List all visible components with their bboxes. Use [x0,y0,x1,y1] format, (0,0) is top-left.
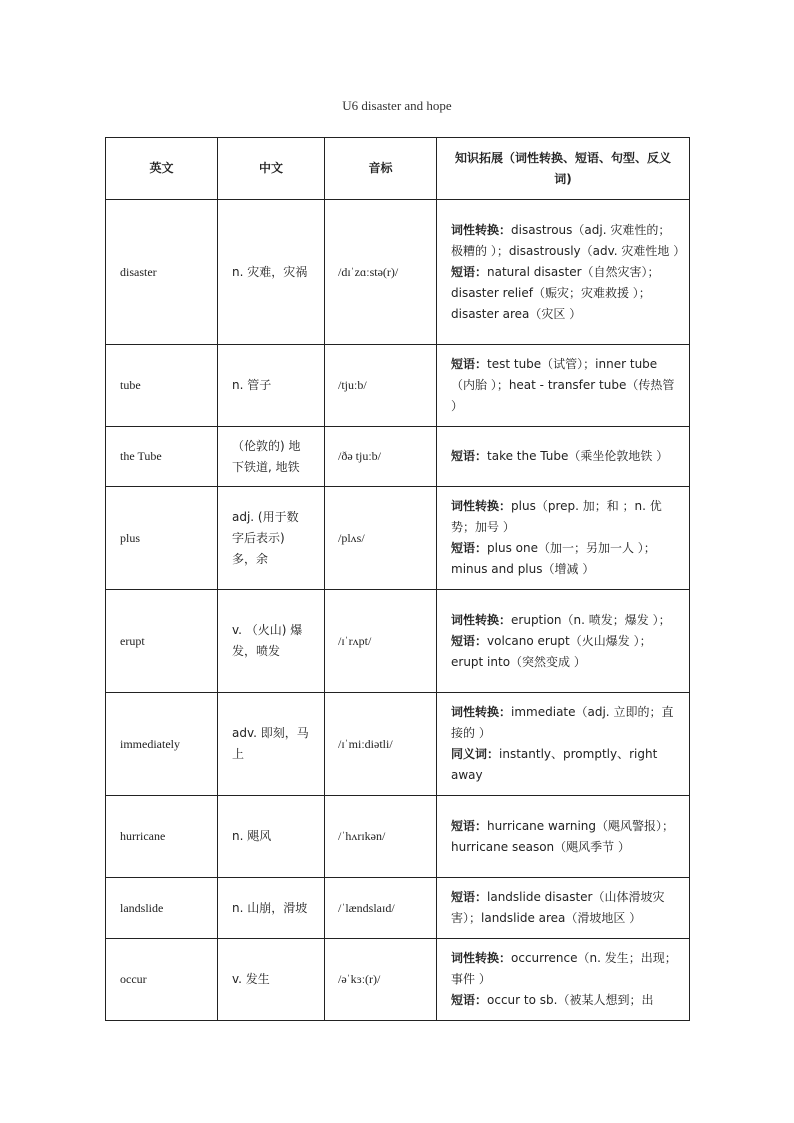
extension-entry [451,702,681,744]
extension-text: plus（prep. 加；和 ；n. 优势；加号 ） [451,499,662,534]
extension-text: disastrous（adj. 灾难性的；极糟的 ）；disastrously（adv. 灾难性地 ） [451,222,686,258]
word-extension [437,345,690,427]
word-english: disaster [106,200,218,345]
word-extension [437,590,690,693]
extension-text: natural disaster（自然灾害）；disaster relief（赈灾；灾难救援 ）；disaster area（灾区 ） [451,264,660,321]
extension-key: 词性转换： [451,499,512,513]
word-english: hurricane [106,796,218,878]
extension-key: 词性转换： [451,612,512,627]
word-chinese: adv. 即刻，马上 [218,693,325,796]
word-chinese: n. 管子 [218,345,325,427]
word-english: the Tube [106,427,218,487]
word-extension [437,939,690,1021]
extension-key: 短语： [451,449,488,463]
extension-entry [451,262,681,325]
extension-key: 短语： [451,890,488,904]
extension-entry [451,816,681,858]
extension-text: occur to sb.（被某人想到；出 [487,993,654,1007]
word-chinese: adj. (用于数字后表示) 多，余 [218,487,325,590]
word-phonetic: /ˈhʌrɪkən/ [325,796,437,878]
word-english: landslide [106,878,218,939]
extension-text: volcano erupt（火山爆发 ）；erupt into（突然变成 ） [451,633,652,669]
table-row [106,796,690,878]
table-row [106,693,690,796]
word-extension [437,200,690,345]
word-english: tube [106,345,218,427]
word-english: occur [106,939,218,1021]
word-phonetic: /ɪˈrʌpt/ [325,590,437,693]
word-extension [437,693,690,796]
extension-text: occurrence（n. 发生；出现；事件 ） [451,951,677,986]
word-extension [437,796,690,878]
extension-key: 词性转换： [451,222,512,237]
header-phonetic: 音标 [325,138,437,200]
extension-key: 词性转换： [451,705,512,719]
extension-entry [451,744,681,786]
extension-entry [451,948,681,990]
extension-text: eruption（n. 喷发；爆发 ）； [511,612,671,627]
word-phonetic: /dɪˈzɑːstə(r)/ [325,200,437,345]
table-row [106,939,690,1021]
table-row [106,345,690,427]
extension-entry [451,496,681,538]
word-phonetic: /tjuːb/ [325,345,437,427]
extension-entry [451,538,681,580]
word-phonetic: /plʌs/ [325,487,437,590]
vocabulary-table [105,137,690,1021]
word-phonetic: /ɪˈmiːdiətli/ [325,693,437,796]
extension-text: landslide disaster（山体滑坡灾害）；landslide area（滑坡地区 ） [451,890,665,925]
word-extension [437,427,690,487]
extension-entry [451,631,681,673]
extension-text: instantly、promptly、right away [451,747,658,782]
extension-key: 短语： [451,264,488,279]
extension-entry [451,610,681,631]
table-header-row [106,138,690,200]
extension-entry [451,887,681,929]
word-extension [437,487,690,590]
table-row [106,200,690,345]
word-chinese: n. 山崩，滑坡 [218,878,325,939]
extension-text: immediate（adj. 立即的；直接的 ） [451,705,674,740]
word-english: plus [106,487,218,590]
word-english: erupt [106,590,218,693]
table-row [106,487,690,590]
extension-entry [451,446,681,467]
extension-text: plus one（加一；另加一人 ）；minus and plus（增减 ） [451,541,656,576]
word-chinese: v. 发生 [218,939,325,1021]
header-chinese: 中文 [218,138,325,200]
extension-key: 短语： [451,357,488,371]
word-english: immediately [106,693,218,796]
word-chinese: v. （火山) 爆发，喷发 [218,590,325,693]
extension-entry [451,990,681,1011]
extension-entry [451,220,686,262]
header-extension: 知识拓展（词性转换、短语、句型、反义词) [437,138,690,200]
header-english: 英文 [106,138,218,200]
table-row [106,878,690,939]
extension-text: take the Tube（乘坐伦敦地铁 ） [487,449,669,463]
word-phonetic: /əˈkɜː(r)/ [325,939,437,1021]
word-phonetic: /ˈlændslaɪd/ [325,878,437,939]
word-chinese: （伦敦的) 地下铁道, 地铁 [218,427,325,487]
extension-key: 短语： [451,633,488,648]
word-phonetic: /ðə tjuːb/ [325,427,437,487]
extension-text: hurricane warning（飓风警报）；hurricane season（飓风季节 ） [451,818,675,854]
extension-key: 词性转换： [451,951,512,965]
extension-key: 短语： [451,993,488,1007]
extension-entry [451,354,681,417]
table-row [106,427,690,487]
document-title: U6 disaster and hope [342,98,452,113]
word-extension [437,878,690,939]
word-chinese: n. 飓风 [218,796,325,878]
extension-key: 短语： [451,541,488,555]
table-row [106,590,690,693]
extension-key: 短语： [451,818,488,833]
extension-key: 同义词： [451,747,500,761]
word-chinese: n. 灾难，灾祸 [218,200,325,345]
extension-text: test tube（试管）；inner tube（内胎 ）；heat - transfer tube（传热管 ） [451,357,675,413]
